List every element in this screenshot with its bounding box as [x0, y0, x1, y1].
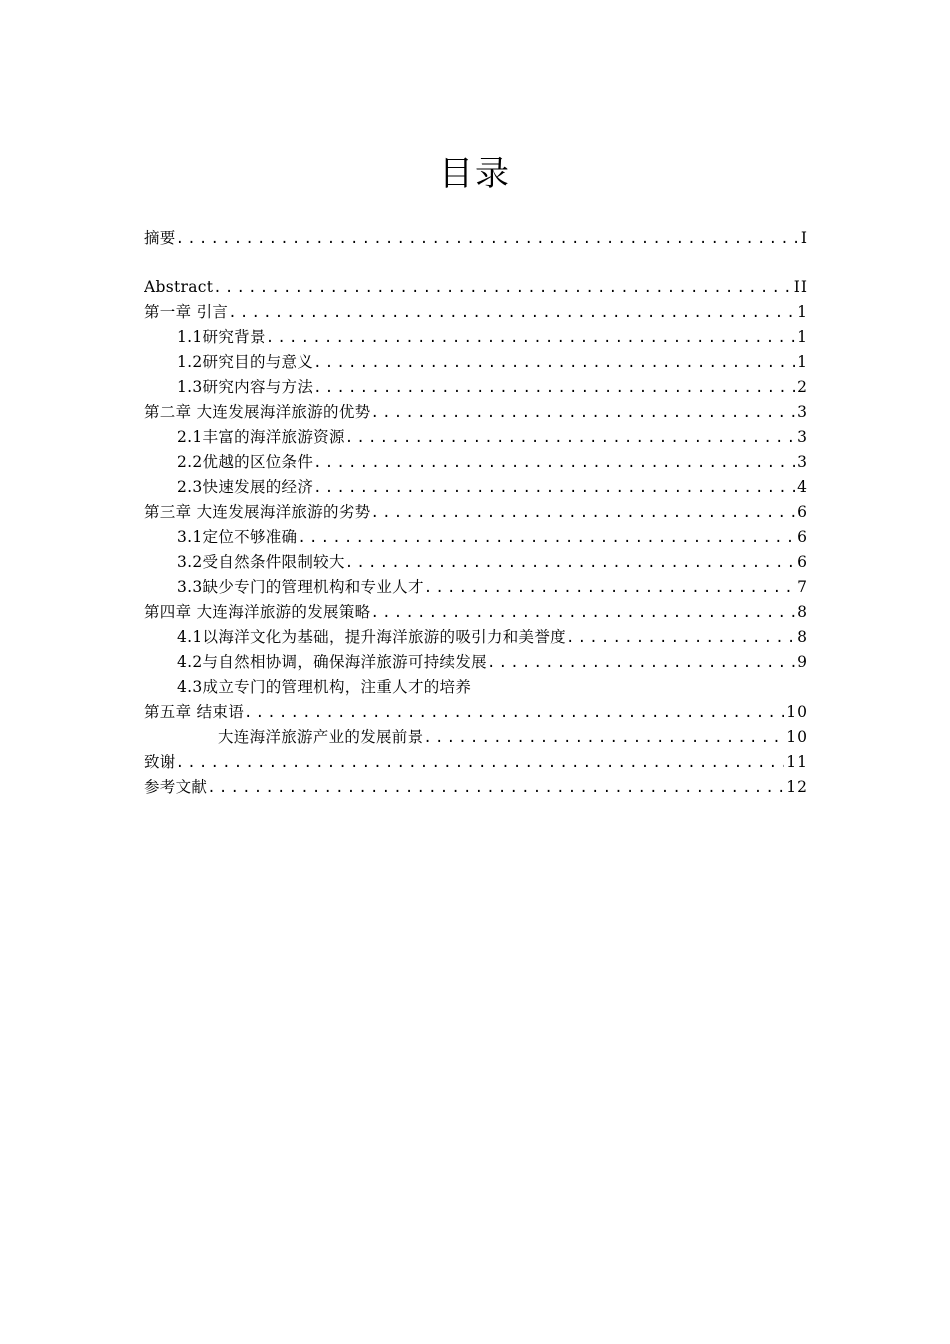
toc-entry[interactable]: [144, 226, 808, 251]
toc-entry-page-number: 1: [797, 353, 808, 371]
toc-entry-label: Abstract: [144, 278, 214, 296]
toc-dot-leader: [487, 651, 795, 675]
toc-entry[interactable]: [144, 725, 808, 750]
toc-entry[interactable]: [144, 775, 808, 800]
toc-entry-label: 3.3缺少专门的管理机构和专业人才: [177, 578, 424, 596]
toc-entry[interactable]: [144, 400, 808, 425]
toc-entry-label: 2.3快速发展的经济: [177, 478, 314, 496]
toc-entry-page-number: 1: [797, 328, 808, 346]
toc-entry-label: 4.2与自然相协调，确保海洋旅游可持续发展: [177, 653, 487, 671]
toc-entry-page-number: 3: [797, 453, 808, 471]
toc-entry-page-number: 3: [797, 403, 808, 421]
toc-entry-page-number: 6: [797, 503, 808, 521]
toc-entry-page-number: 11: [786, 753, 808, 771]
toc-entry-label: 2.2优越的区位条件: [177, 453, 314, 471]
toc-entry-label: 参考文献: [144, 778, 208, 796]
toc-dot-leader: [424, 576, 795, 600]
toc-entry-page-number: II: [793, 278, 808, 296]
toc-entry[interactable]: [144, 525, 808, 550]
toc-entry-label: 大连海洋旅游产业的发展前景: [218, 728, 424, 746]
toc-entry-label: 3.1定位不够准确: [177, 528, 298, 546]
toc-dot-leader: [207, 776, 784, 800]
toc-entry-label: 1.3研究内容与方法: [177, 378, 314, 396]
toc-dot-leader: [176, 227, 799, 251]
toc-entry[interactable]: [144, 300, 808, 325]
toc-entry[interactable]: [144, 550, 808, 575]
toc-dot-leader: [313, 351, 795, 375]
toc-entry-page-number: 3: [797, 428, 808, 446]
toc-entry-page-number: 2: [797, 378, 808, 396]
toc-dot-leader: [345, 551, 795, 575]
toc-entry[interactable]: [144, 650, 808, 675]
toc-dot-leader: [266, 326, 795, 350]
toc-entry-label: 第三章 大连发展海洋旅游的劣势: [144, 503, 371, 521]
toc-entry-label: 3.2受自然条件限制较大: [177, 553, 345, 571]
toc-entry-page-number: 1: [797, 303, 808, 321]
toc-entry-page-number: 6: [797, 528, 808, 546]
toc-entry-label: 摘要: [144, 229, 176, 247]
toc-entry-label: 1.1研究背景: [177, 328, 266, 346]
toc-entry-label: 第二章 大连发展海洋旅游的优势: [144, 403, 371, 421]
toc-entry-label: 4.3成立专门的管理机构，注重人才的培养: [177, 678, 472, 696]
toc-entry-page-number: 7: [797, 578, 808, 596]
toc-entry-page-number: 12: [786, 778, 808, 796]
toc-entry[interactable]: [144, 475, 808, 500]
toc-entry-page-number: 6: [797, 553, 808, 571]
toc-dot-leader: [313, 451, 795, 475]
toc-dot-leader: [244, 701, 784, 725]
toc-dot-leader: [566, 626, 795, 650]
toc-dot-leader: [213, 276, 791, 300]
toc-dot-leader: [228, 301, 795, 325]
toc-entry-label: 2.1丰富的海洋旅游资源: [177, 428, 345, 446]
toc-dot-leader: [370, 501, 795, 525]
toc-entry-page-number: 4: [797, 478, 808, 496]
toc-dot-leader: [423, 726, 784, 750]
toc-entry-label: 第五章 结束语: [144, 703, 245, 721]
toc-entry[interactable]: [144, 425, 808, 450]
toc-entry-page-number: 8: [797, 603, 808, 621]
toc-dot-leader: [370, 601, 795, 625]
toc-entry-page-number: 10: [786, 728, 808, 746]
toc-entry-label: 4.1以海洋文化为基础，提升海洋旅游的吸引力和美誉度: [177, 628, 566, 646]
toc-entry-label: 1.2研究目的与意义: [177, 353, 314, 371]
toc-entry[interactable]: [144, 700, 808, 725]
toc-entry-label: 第四章 大连海洋旅游的发展策略: [144, 603, 371, 621]
toc-entry[interactable]: [144, 275, 808, 300]
toc-entry-page-number: 8: [797, 628, 808, 646]
toc-entry-label: 第一章 引言: [144, 303, 229, 321]
toc-dot-leader: [313, 376, 795, 400]
toc-entry[interactable]: [144, 500, 808, 525]
toc-entry-page-number: I: [800, 229, 808, 247]
table-of-contents: [144, 226, 808, 800]
toc-dot-leader: [176, 751, 785, 775]
toc-entry[interactable]: [144, 625, 808, 650]
toc-entry[interactable]: [144, 350, 808, 375]
toc-entry-label: 致谢: [144, 753, 176, 771]
toc-entry[interactable]: [144, 450, 808, 475]
toc-entry[interactable]: [144, 575, 808, 600]
toc-entry[interactable]: [144, 600, 808, 625]
toc-entry[interactable]: [144, 750, 808, 775]
toc-entry[interactable]: [144, 375, 808, 400]
toc-entry-page-number: 9: [797, 653, 808, 671]
page-title: 目录: [439, 154, 511, 194]
toc-entry[interactable]: [144, 675, 808, 700]
toc-entry-page-number: 10: [786, 703, 808, 721]
toc-dot-leader: [345, 426, 795, 450]
toc-dot-leader: [297, 526, 795, 550]
toc-dot-leader: [370, 401, 795, 425]
toc-entry[interactable]: [144, 325, 808, 350]
toc-dot-leader: [313, 476, 795, 500]
